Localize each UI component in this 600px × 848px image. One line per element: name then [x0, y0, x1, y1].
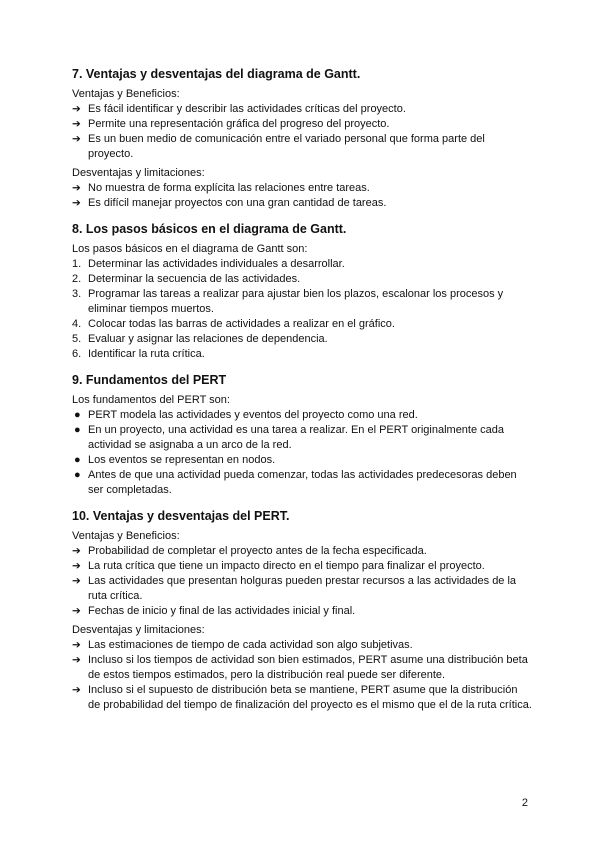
list-item-text: PERT modela las actividades y eventos del proyecto como una red. [88, 409, 418, 421]
dot-bullet-icon: ● [74, 424, 81, 436]
list-item [72, 102, 532, 117]
block-intro: Desventajas y limitaciones: [72, 624, 205, 636]
list-item-text: Determinar la secuencia de las actividades. [88, 273, 301, 285]
dot-bullet-icon: ● [74, 409, 81, 421]
list-item-text: Permite una representación gráfica del progreso del proyecto. [88, 118, 390, 130]
list-item [72, 574, 532, 604]
list-number: 5. [72, 333, 82, 345]
block-intro: Ventajas y Beneficios: [72, 530, 180, 542]
section-heading: 10. Ventajas y desventajas del PERT. [72, 509, 290, 523]
section-gantt-steps [72, 221, 532, 362]
list-item-text: Identificar la ruta crítica. [88, 348, 205, 360]
arrow-bullet-icon: ➔ [72, 639, 81, 651]
list-number: 1. [72, 258, 82, 270]
bullet-list [72, 638, 532, 713]
list-item [72, 287, 532, 317]
list-item-text: Evaluar y asignar las relaciones de dependencia. [88, 333, 328, 345]
list-item-text: Es un buen medio de comunicación entre el variado personal que forma parte del proyecto. [88, 133, 485, 160]
list-item-text: Determinar las actividades individuales a desarrollar. [88, 258, 345, 270]
list-item [72, 132, 532, 162]
section-heading: 8. Los pasos básicos en el diagrama de Gantt. [72, 222, 347, 236]
list-item [72, 453, 532, 468]
list-number: 3. [72, 288, 82, 300]
list-item [72, 544, 532, 559]
dot-bullet-icon: ● [74, 469, 81, 481]
section-pert-pros-cons [72, 508, 532, 713]
list-item [72, 559, 532, 574]
list-item-text: La ruta crítica que tiene un impacto directo en el tiempo para finalizar el proyecto. [88, 560, 485, 572]
list-item [72, 181, 532, 196]
list-item [72, 347, 532, 362]
list-item-text: Antes de que una actividad pueda comenzar, todas las actividades predecesoras deben ser completadas. [88, 469, 517, 496]
page-number: 2 [521, 797, 528, 809]
list-item-text: Las actividades que presentan holguras pueden prestar recursos a las actividades de la ruta crítica. [88, 575, 517, 602]
block-intro: Los pasos básicos en el diagrama de Gantt son: [72, 243, 308, 255]
list-item [72, 604, 532, 619]
section-gantt-pros-cons [72, 66, 532, 211]
section-heading: 7. Ventajas y desventajas del diagrama de Gantt. [72, 67, 361, 81]
list-item [72, 272, 532, 287]
list-number: 2. [72, 273, 82, 285]
list-item-text: Los eventos se representan en nodos. [88, 454, 276, 466]
list-item [72, 423, 532, 453]
list-item-text: Programar las tareas a realizar para ajustar bien los plazos, escalonar los procesos y eliminar tiempos muertos. [88, 288, 504, 315]
list-item-text: Fechas de inicio y final de las actividades inicial y final. [88, 605, 356, 617]
numbered-list [72, 257, 532, 362]
block-intro: Desventajas y limitaciones: [72, 167, 205, 179]
list-item-text: Incluso si el supuesto de distribución beta se mantiene, PERT asume que la distribución de probabilidad del tiempo de finalización del proyecto es el mismo que el de la ruta crítica. [88, 684, 532, 711]
list-item-text: Probabilidad de completar el proyecto antes de la fecha especificada. [88, 545, 427, 557]
list-item-text: No muestra de forma explícita las relaciones entre tareas. [88, 182, 370, 194]
arrow-bullet-icon: ➔ [72, 684, 81, 696]
list-item [72, 332, 532, 347]
list-item [72, 257, 532, 272]
list-number: 6. [72, 348, 82, 360]
list-item [72, 196, 532, 211]
section-heading: 9. Fundamentos del PERT [72, 373, 227, 387]
dot-bullet-icon: ● [74, 454, 81, 466]
bullet-list [72, 181, 532, 211]
arrow-bullet-icon: ➔ [72, 654, 81, 666]
document-page [72, 66, 532, 723]
list-number: 4. [72, 318, 82, 330]
bullet-list [72, 408, 532, 498]
arrow-bullet-icon: ➔ [72, 133, 81, 145]
arrow-bullet-icon: ➔ [72, 545, 81, 557]
list-item-text: Colocar todas las barras de actividades a realizar en el gráfico. [88, 318, 395, 330]
list-item-text: Es difícil manejar proyectos con una gran cantidad de tareas. [88, 197, 387, 209]
list-item-text: Las estimaciones de tiempo de cada actividad son algo subjetivas. [88, 639, 413, 651]
bullet-list [72, 544, 532, 619]
list-item [72, 117, 532, 132]
block-intro: Los fundamentos del PERT son: [72, 394, 230, 406]
list-item [72, 653, 532, 683]
arrow-bullet-icon: ➔ [72, 182, 81, 194]
arrow-bullet-icon: ➔ [72, 197, 81, 209]
list-item-text: Incluso si los tiempos de actividad son bien estimados, PERT asume una distribución beta de estos tiempos estimados, pero la distribución real puede ser diferente. [88, 654, 528, 681]
arrow-bullet-icon: ➔ [72, 575, 81, 587]
arrow-bullet-icon: ➔ [72, 605, 81, 617]
list-item-text: Es fácil identificar y describir las actividades críticas del proyecto. [88, 103, 406, 115]
block-intro: Ventajas y Beneficios: [72, 88, 180, 100]
arrow-bullet-icon: ➔ [72, 118, 81, 130]
list-item [72, 638, 532, 653]
bullet-list [72, 102, 532, 162]
arrow-bullet-icon: ➔ [72, 103, 81, 115]
list-item [72, 468, 532, 498]
arrow-bullet-icon: ➔ [72, 560, 81, 572]
list-item-text: En un proyecto, una actividad es una tarea a realizar. En el PERT originalmente cada actividad se asignaba a un arco de la red. [88, 424, 505, 451]
list-item [72, 317, 532, 332]
list-item [72, 408, 532, 423]
section-pert-fundamentals [72, 372, 532, 498]
list-item [72, 683, 532, 713]
